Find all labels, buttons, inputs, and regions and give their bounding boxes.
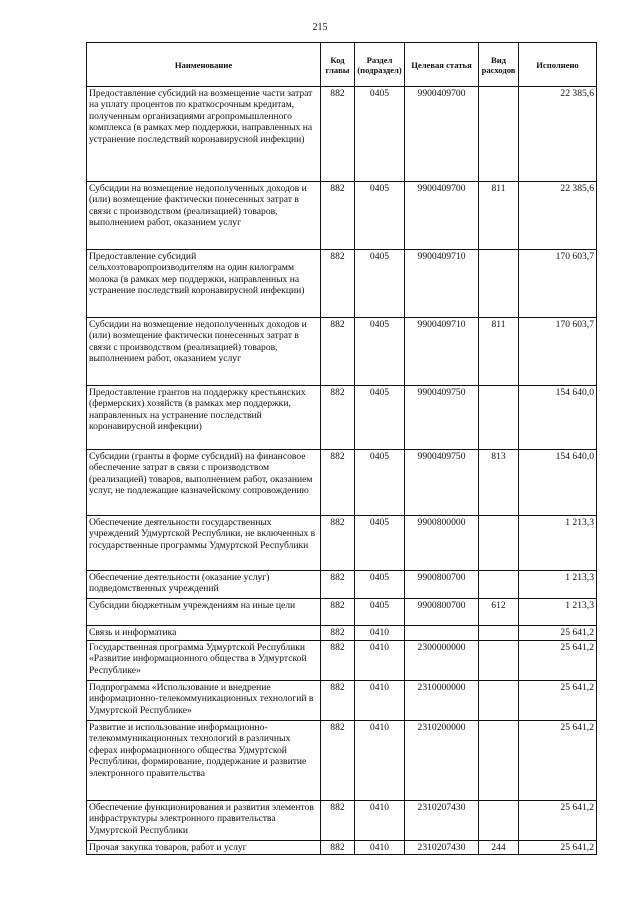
cell-razdel: 0405 [355, 182, 405, 250]
cell-vid [479, 87, 519, 182]
cell-name: Субсидии на возмещение недополученных доходов и (или) возмещение фактически понесенных затрат в связи с производством (реализацией) товаров, выполнением работ, оказанием услуг [87, 318, 321, 386]
table-row [87, 450, 597, 516]
cell-ispolneno: 170 603,7 [519, 318, 597, 386]
cell-ispolneno: 22 385,6 [519, 182, 597, 250]
cell-statya: 2310000000 [405, 681, 479, 721]
table-row [87, 318, 597, 386]
cell-vid [479, 721, 519, 801]
cell-ispolneno: 25 641,2 [519, 801, 597, 841]
cell-ispolneno: 25 641,2 [519, 681, 597, 721]
cell-razdel: 0405 [355, 386, 405, 450]
cell-ispolneno: 1 213,3 [519, 599, 597, 626]
cell-glava: 882 [321, 386, 355, 450]
cell-name: Предоставление субсидий сельхозтоваропроизводителям на один килограмм молока (в рамках мер поддержки, направленных на устранение последствий коронавирусной инфекции) [87, 250, 321, 318]
cell-vid [479, 386, 519, 450]
cell-glava: 882 [321, 641, 355, 681]
cell-razdel: 0405 [355, 599, 405, 626]
cell-ispolneno: 22 385,6 [519, 87, 597, 182]
cell-statya: 2310207430 [405, 841, 479, 855]
cell-razdel: 0405 [355, 250, 405, 318]
table-row [87, 801, 597, 841]
cell-vid: 244 [479, 841, 519, 855]
table-row [87, 386, 597, 450]
table-row [87, 571, 597, 599]
table-row [87, 641, 597, 681]
cell-vid [479, 681, 519, 721]
page-number: 215 [312, 22, 328, 33]
cell-glava: 882 [321, 516, 355, 571]
header-row [87, 43, 597, 87]
cell-statya: 9900409700 [405, 182, 479, 250]
cell-glava: 882 [321, 250, 355, 318]
table-row [87, 681, 597, 721]
cell-glava: 882 [321, 626, 355, 641]
cell-statya: 9900409700 [405, 87, 479, 182]
cell-razdel: 0405 [355, 87, 405, 182]
cell-glava: 882 [321, 599, 355, 626]
cell-razdel: 0405 [355, 571, 405, 599]
cell-name: Предоставление субсидий на возмещение части затрат на уплату процентов по краткосрочным кредитам, полученным организациями агропромышленного комплекса (в рамках мер поддержки, направленных на устранение последствий коронавирусной инфекции) [87, 87, 321, 182]
header-glava: Код главы [321, 43, 355, 87]
cell-name: Прочая закупка товаров, работ и услуг [87, 841, 321, 855]
cell-glava: 882 [321, 571, 355, 599]
cell-name: Субсидии (гранты в форме субсидий) на финансовое обеспечение затрат в связи с производством (реализацией) товаров, выполнением работ, оказанием услуг, не подлежащие казначейскому сопровождению [87, 450, 321, 516]
cell-ispolneno: 25 641,2 [519, 626, 597, 641]
cell-statya [405, 626, 479, 641]
cell-statya: 9900409750 [405, 386, 479, 450]
cell-razdel: 0405 [355, 318, 405, 386]
cell-glava: 882 [321, 841, 355, 855]
cell-name: Обеспечение функционирования и развития элементов инфраструктуры электронного правительства Удмуртской Республики [87, 801, 321, 841]
cell-vid: 813 [479, 450, 519, 516]
cell-name: Обеспечение деятельности (оказание услуг) подведомственных учреждений [87, 571, 321, 599]
table-row [87, 721, 597, 801]
cell-razdel: 0410 [355, 681, 405, 721]
cell-statya: 2310200000 [405, 721, 479, 801]
cell-ispolneno: 154 640,0 [519, 450, 597, 516]
header-vid: Вид расходов [479, 43, 519, 87]
cell-name: Субсидии на возмещение недополученных доходов и (или) возмещение фактически понесенных затрат в связи с производством (реализацией) товаров, выполнением работ, оказанием услуг [87, 182, 321, 250]
cell-razdel: 0410 [355, 641, 405, 681]
cell-name: Подпрограмма «Использование и внедрение информационно-телекоммуникационных технологий в Удмуртской Республике» [87, 681, 321, 721]
cell-ispolneno: 170 603,7 [519, 250, 597, 318]
cell-name: Связь и информатика [87, 626, 321, 641]
table-row [87, 182, 597, 250]
table-body [87, 87, 597, 855]
header-razdel: Раздел (подраздел) [355, 43, 405, 87]
cell-glava: 882 [321, 681, 355, 721]
table-row [87, 599, 597, 626]
cell-statya: 9900409710 [405, 250, 479, 318]
cell-glava: 882 [321, 801, 355, 841]
cell-vid: 612 [479, 599, 519, 626]
cell-vid [479, 250, 519, 318]
cell-vid [479, 516, 519, 571]
cell-vid [479, 641, 519, 681]
cell-vid: 811 [479, 318, 519, 386]
cell-name: Развитие и использование информационно-телекоммуникационных технологий в различных сферах информационного общества Удмуртской Республики, формирование, поддержание и развитие электронного правительства [87, 721, 321, 801]
cell-razdel: 0410 [355, 721, 405, 801]
table-row [87, 626, 597, 641]
cell-glava: 882 [321, 182, 355, 250]
cell-ispolneno: 25 641,2 [519, 721, 597, 801]
cell-ispolneno: 1 213,3 [519, 571, 597, 599]
table-row [87, 250, 597, 318]
cell-statya: 9900800000 [405, 516, 479, 571]
cell-razdel: 0405 [355, 450, 405, 516]
cell-razdel: 0410 [355, 841, 405, 855]
cell-vid [479, 801, 519, 841]
cell-statya: 9900800700 [405, 599, 479, 626]
cell-vid: 811 [479, 182, 519, 250]
cell-glava: 882 [321, 450, 355, 516]
table-row [87, 841, 597, 855]
table-row [87, 87, 597, 182]
cell-ispolneno: 25 641,2 [519, 641, 597, 681]
cell-vid [479, 626, 519, 641]
cell-name: Предоставление грантов на поддержку крестьянских (фермерских) хозяйств (в рамках мер поддержки, направленных на устранение последствий коронавирусной инфекции) [87, 386, 321, 450]
cell-statya: 9900409750 [405, 450, 479, 516]
cell-name: Обеспечение деятельности государственных учреждений Удмуртской Республики, не включенных в государственные программы Удмуртской Республики [87, 516, 321, 571]
cell-glava: 882 [321, 318, 355, 386]
cell-statya: 2310207430 [405, 801, 479, 841]
cell-vid [479, 571, 519, 599]
header-ispolneno: Исполнено [519, 43, 597, 87]
budget-table [86, 42, 597, 855]
cell-name: Государственная программа Удмуртской Республики «Развитие информационного общества в Удмуртской Республике» [87, 641, 321, 681]
cell-statya: 9900409710 [405, 318, 479, 386]
cell-statya: 2300000000 [405, 641, 479, 681]
cell-glava: 882 [321, 87, 355, 182]
cell-name: Субсидии бюджетным учреждениям на иные цели [87, 599, 321, 626]
header-name: Наименование [87, 43, 321, 87]
cell-razdel: 0410 [355, 626, 405, 641]
table-header [87, 43, 597, 87]
cell-razdel: 0405 [355, 516, 405, 571]
table-row [87, 516, 597, 571]
cell-ispolneno: 1 213,3 [519, 516, 597, 571]
cell-ispolneno: 154 640,0 [519, 386, 597, 450]
cell-statya: 9900800700 [405, 571, 479, 599]
header-statya: Целевая статья [405, 43, 479, 87]
cell-ispolneno: 25 641,2 [519, 841, 597, 855]
cell-razdel: 0410 [355, 801, 405, 841]
cell-glava: 882 [321, 721, 355, 801]
